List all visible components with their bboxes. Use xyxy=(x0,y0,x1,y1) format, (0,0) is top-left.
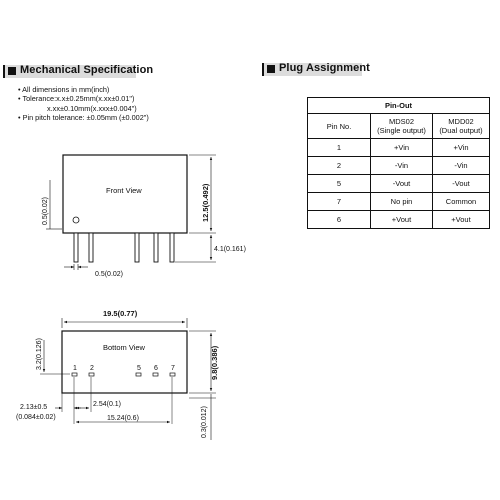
col-pin-header: Pin No. xyxy=(308,114,371,139)
bottom-view-body xyxy=(62,331,187,393)
pin-hole xyxy=(136,373,141,376)
pin-hole xyxy=(72,373,77,376)
col-mds-model: MDS02 xyxy=(388,117,414,126)
mds-cell: +Vin xyxy=(371,139,433,157)
front-pin xyxy=(89,233,93,262)
pin-number: 5 xyxy=(137,365,141,372)
mdd-cell: -Vout xyxy=(433,175,490,193)
pin-cell: 7 xyxy=(308,193,371,211)
pin-number: 2 xyxy=(90,365,94,372)
pin-number: 7 xyxy=(171,365,175,372)
front-pin xyxy=(135,233,139,262)
pinout-table-title: Pin-Out xyxy=(308,98,490,114)
mdd-cell: -Vin xyxy=(433,157,490,175)
pin-hole xyxy=(89,373,94,376)
dim-edge-inch-text: (0.084±0.02) xyxy=(16,414,56,421)
dim-pin-len-text: 4.1(0.161) xyxy=(214,246,246,253)
dim-span-text: 15.24(0.6) xyxy=(107,415,139,422)
col-mdd-model: MDD02 xyxy=(448,117,474,126)
note-units: • All dimensions in mm(inch) xyxy=(18,85,110,94)
pin-hole xyxy=(170,373,175,376)
pin-number: 6 xyxy=(154,365,158,372)
front-pin xyxy=(154,233,158,262)
dim-width-text: 19.5(0.77) xyxy=(103,309,138,318)
pin-cell: 1 xyxy=(308,139,371,157)
dim-pin-dia-text: 0.5(0.02) xyxy=(95,271,124,278)
mdd-cell: +Vout xyxy=(433,211,490,229)
pin-hole xyxy=(153,373,158,376)
mechanical-spec-title: Mechanical Specification xyxy=(20,64,154,76)
front-pin xyxy=(74,233,78,262)
note-tolerance: • Tolerance:x.x±0.25mm(x.xx±0.01") xyxy=(18,94,135,104)
pin-cell: 5 xyxy=(308,175,371,193)
mds-cell: -Vin xyxy=(371,157,433,175)
dim-pitch-text: 2.54(0.1) xyxy=(93,401,122,408)
note-pin-pitch: • Pin pitch tolerance: ±0.05mm (±0.002") xyxy=(18,113,149,123)
dim-pin-dia xyxy=(64,264,88,270)
dim-side-text: 0.5(0.02) xyxy=(42,196,49,225)
col-mdd-desc: (Dual output) xyxy=(439,126,483,135)
mdd-cell: +Vin xyxy=(433,139,490,157)
pin-cell: 2 xyxy=(308,157,371,175)
dim-row-offset xyxy=(40,340,70,374)
front-view-pins xyxy=(74,233,174,262)
mds-cell: +Vout xyxy=(371,211,433,229)
pin-cell: 6 xyxy=(308,211,371,229)
dim-row-offset-text: 3.2(0.126) xyxy=(36,338,43,370)
dim-edge-text: 2.13±0.5 xyxy=(20,404,48,411)
mds-cell: No pin xyxy=(371,193,433,211)
mdd-cell: Common xyxy=(433,193,490,211)
note-tolerance-2: x.xx±0.10mm(x.xxx±0.004") xyxy=(47,103,137,113)
mds-cell: -Vout xyxy=(371,175,433,193)
front-view-label: Front View xyxy=(106,186,142,195)
plug-assignment-title: Plug Assignment xyxy=(279,62,370,74)
dim-height-text: 12.5(0.492) xyxy=(201,183,210,222)
dim-standoff-text: 0.3(0.012) xyxy=(201,406,208,438)
col-mds-desc: (Single output) xyxy=(377,126,426,135)
front-view xyxy=(42,155,246,278)
bottom-pin-holes xyxy=(72,373,175,376)
pin1-marker-icon xyxy=(73,217,79,223)
pin-number: 1 xyxy=(73,365,77,372)
bottom-view xyxy=(16,309,219,440)
bottom-view-label: Bottom View xyxy=(103,343,145,352)
dim-bottom-height-text: 9.8(0.386) xyxy=(210,345,219,380)
dim-width xyxy=(62,318,187,328)
front-pin xyxy=(170,233,174,262)
